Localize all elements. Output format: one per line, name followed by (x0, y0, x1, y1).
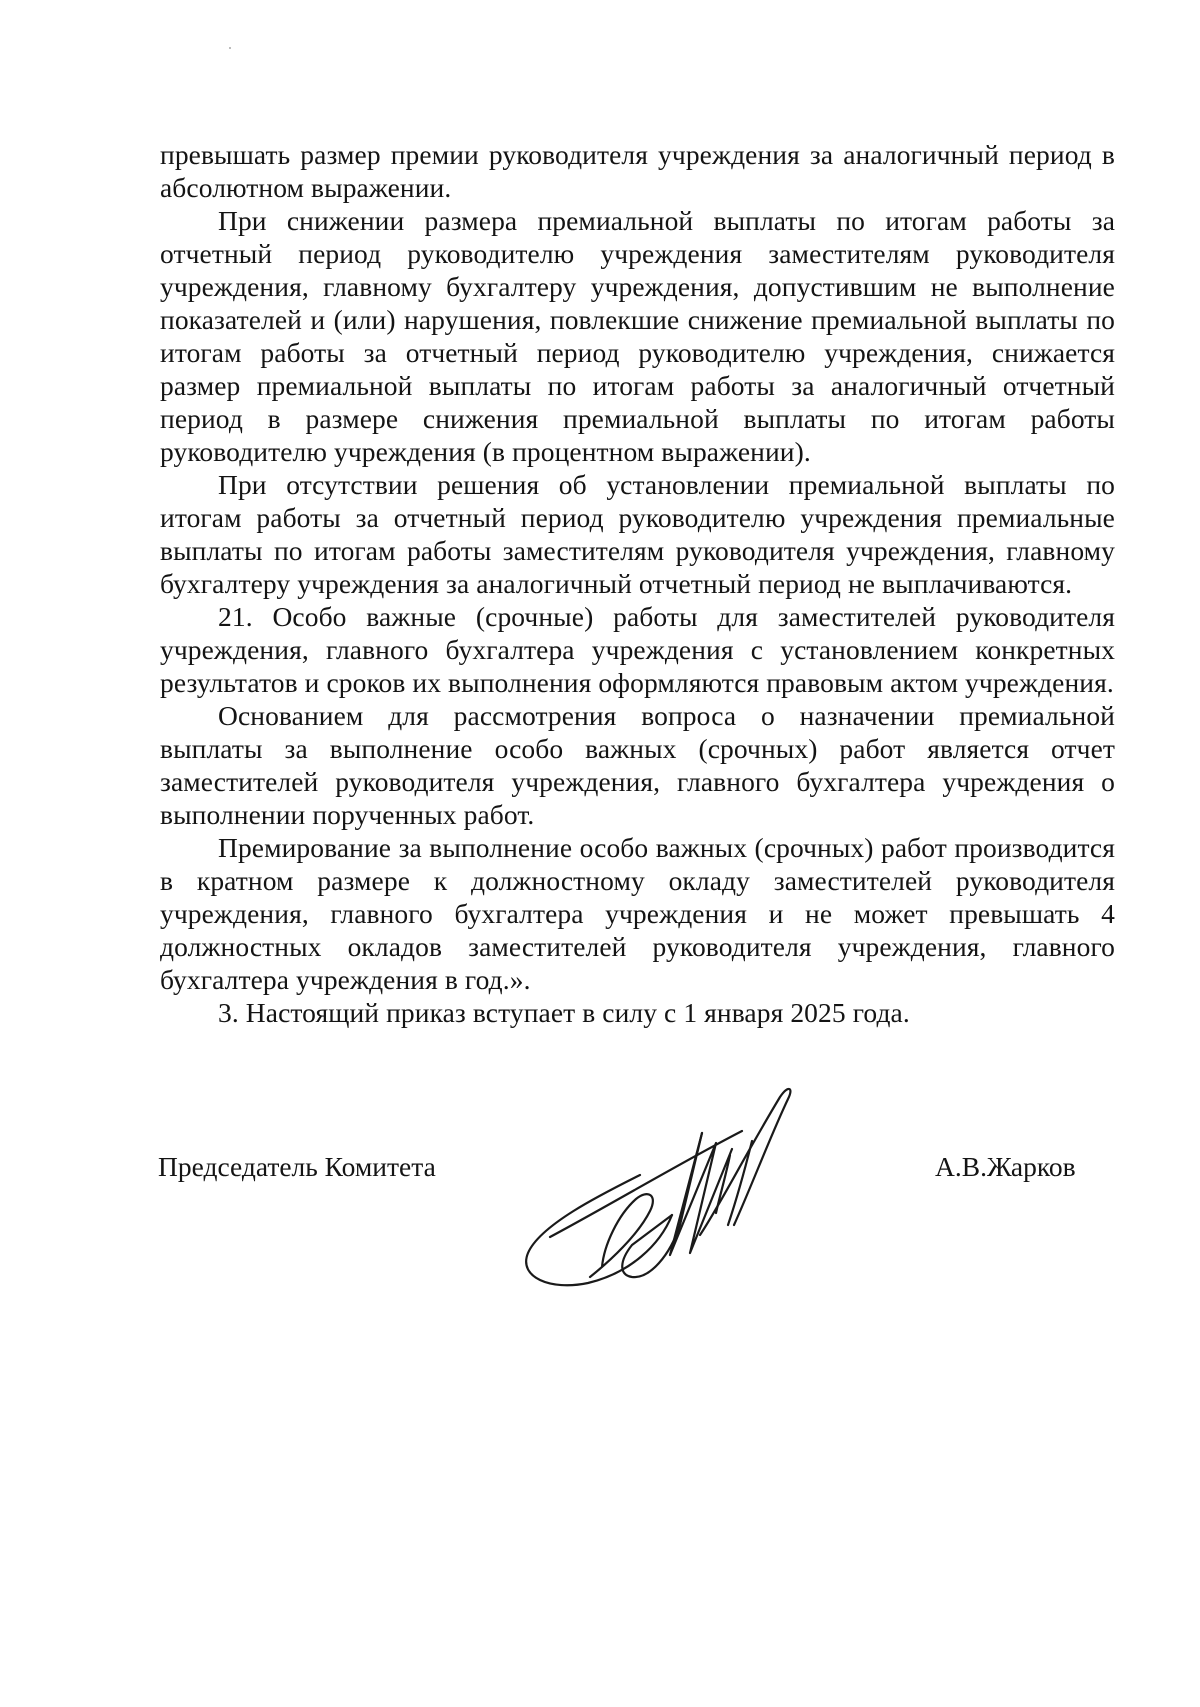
paragraph-bonus-amount: Премирование за выполнение особо важных (срочных) работ производится в кратном размере к должностному окладу заместителей руководителя учреждения, главного бухгалтера учреждения и не может превышать 4 должностных окладов заместителей руководителя учреждения, главного бухгалтера учреждения в год.». (160, 832, 1115, 995)
signatory-name: А.В.Жарков (935, 1151, 1076, 1182)
scan-speck (229, 47, 231, 49)
paragraph-basis: Основанием для рассмотрения вопроса о назначении премиальной выплаты за выполнение особо важных (срочных) работ является отчет заместителей руководителя учреждения, главного бухгалтера учреждения о выполнении порученных работ. (160, 700, 1115, 830)
signatory-position: Председатель Комитета (158, 1151, 436, 1182)
paragraph-bonus-reduction: При снижении размера премиальной выплаты по итогам работы за отчетный период руководителю учреждения заместителям руководителя учреждения, главному бухгалтеру учреждения, допустившим не выполнение показателей и (или) нарушения, повлекшие снижение премиальной выплаты по итогам работы за отчетный период руководителю учреждения, снижается размер премиальной выплаты по итогам работы за аналогичный отчетный период в размере снижения премиальной выплаты по итогам работы руководителю учреждения (в процентном выражении). (160, 205, 1115, 467)
paragraph-clause-3: 3. Настоящий приказ вступает в силу с 1 января 2025 года. (218, 997, 910, 1028)
document-body (160, 138, 1115, 1029)
paragraph-no-decision: При отсутствии решения об установлении премиальной выплаты по итогам работы за отчетный период руководителю учреждения премиальные выплаты по итогам работы заместителям руководителя учреждения, главному бухгалтеру учреждения за аналогичный отчетный период не выплачиваются. (160, 469, 1115, 599)
handwritten-signature (520, 1085, 810, 1300)
paragraph-clause-21: 21. Особо важные (срочные) работы для заместителей руководителя учреждения, главного бухгалтера учреждения с установлением конкретных результатов и сроков их выполнения оформляются правовым актом учреждения. (160, 601, 1115, 698)
paragraph-continuation: превышать размер премии руководителя учреждения за аналогичный период в абсолютном выражении. (160, 139, 1115, 203)
